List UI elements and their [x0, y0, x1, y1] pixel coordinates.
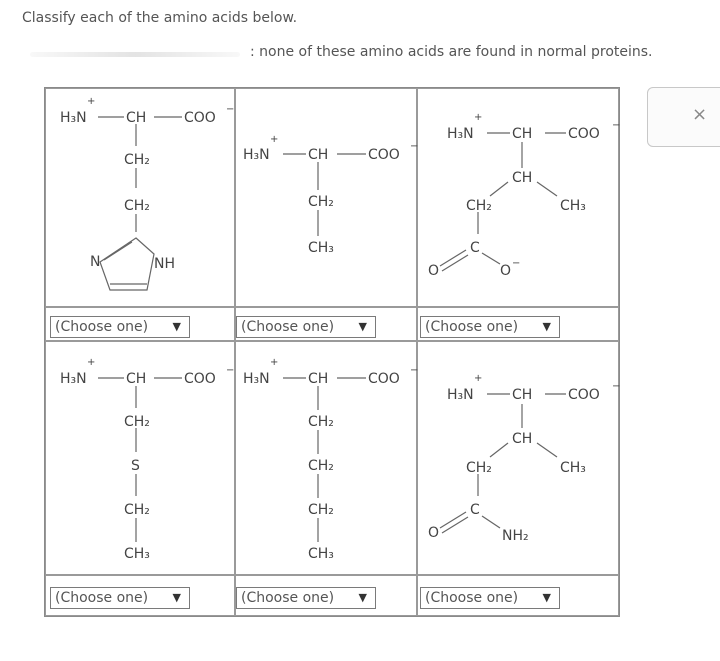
ring-nh: NH [154, 256, 175, 272]
carboxylate-oxygen: O [500, 263, 512, 279]
cell-1 [45, 88, 235, 307]
methyl: CH₃ [560, 460, 586, 476]
cell-5 [235, 341, 417, 575]
alpha-carbon: CH [308, 371, 329, 387]
classification-select-4[interactable] [50, 587, 190, 609]
carbonyl-oxygen: O [428, 263, 440, 279]
charge-plus: + [87, 96, 96, 107]
charge-minus: − [410, 365, 419, 376]
classification-select-5[interactable] [236, 587, 376, 609]
charge-plus: + [270, 357, 279, 368]
charge-minus: − [226, 104, 235, 115]
charge-minus: − [410, 141, 419, 152]
charge-plus: + [474, 373, 483, 384]
charge-plus: + [474, 112, 483, 123]
alpha-carbon: CH [308, 147, 329, 163]
carbonyl-carbon: C [470, 240, 480, 256]
ammonium-group: H₃N [60, 371, 87, 387]
close-icon: × [692, 104, 708, 125]
chevron-down-icon: ▼ [358, 591, 367, 604]
carboxylate-group: COO [184, 110, 216, 126]
redacted-text [30, 52, 240, 57]
sulfur: S [131, 458, 140, 474]
ammonium-group: H₃N [60, 110, 87, 126]
methylene: CH₂ [124, 152, 150, 168]
methyl: CH₃ [308, 240, 334, 256]
methylene: CH₂ [308, 458, 334, 474]
amino-acid-grid [44, 87, 620, 617]
charge-minus: − [226, 365, 235, 376]
carboxylate-group: COO [568, 387, 600, 403]
charge-plus: + [87, 357, 96, 368]
charge-minus: − [612, 381, 621, 392]
methylene: CH₂ [308, 414, 334, 430]
carbonyl-oxygen: O [428, 525, 440, 541]
methylene: CH₂ [466, 460, 492, 476]
methylene: CH₂ [124, 414, 150, 430]
methylene: CH₂ [308, 502, 334, 518]
chevron-down-icon: ▼ [172, 591, 181, 604]
methylene: CH₂ [124, 502, 150, 518]
carbonyl-carbon: C [470, 502, 480, 518]
select-value: (Choose one) [425, 319, 519, 335]
methylene: CH₂ [466, 198, 492, 214]
chevron-down-icon: ▼ [172, 320, 181, 333]
select-value: (Choose one) [241, 590, 335, 606]
cell-4 [45, 341, 235, 575]
carboxylate-group: COO [368, 371, 400, 387]
classification-select-1[interactable] [50, 316, 190, 338]
alpha-carbon: CH [512, 126, 533, 142]
select-value: (Choose one) [55, 590, 149, 606]
classification-select-2[interactable] [236, 316, 376, 338]
ring-nitrogen: N [90, 254, 101, 270]
instruction-text: Classify each of the amino acids below. [22, 10, 298, 26]
ammonium-group: H₃N [243, 147, 270, 163]
beta-carbon: CH [512, 170, 533, 186]
close-button[interactable] [647, 87, 720, 147]
methyl: CH₃ [308, 546, 334, 562]
methyl: CH₃ [560, 198, 586, 214]
carboxylate-group: COO [568, 126, 600, 142]
select-value: (Choose one) [425, 590, 519, 606]
amide-nh2: NH₂ [502, 528, 529, 544]
carboxylate-group: COO [184, 371, 216, 387]
cell-2 [235, 88, 417, 307]
chevron-down-icon: ▼ [542, 320, 551, 333]
chevron-down-icon: ▼ [542, 591, 551, 604]
cell-6 [417, 341, 619, 575]
chevron-down-icon: ▼ [358, 320, 367, 333]
note-text: : none of these amino acids are found in normal proteins. [250, 44, 653, 60]
ammonium-group: H₃N [243, 371, 270, 387]
classification-select-3[interactable] [420, 316, 560, 338]
methylene: CH₂ [124, 198, 150, 214]
methyl: CH₃ [124, 546, 150, 562]
alpha-carbon: CH [126, 110, 147, 126]
methylene: CH₂ [308, 194, 334, 210]
alpha-carbon: CH [126, 371, 147, 387]
cell-3 [417, 88, 619, 307]
select-value: (Choose one) [241, 319, 335, 335]
alpha-carbon: CH [512, 387, 533, 403]
charge-minus: − [612, 120, 621, 131]
beta-carbon: CH [512, 431, 533, 447]
carboxylate-group: COO [368, 147, 400, 163]
charge-minus: − [512, 258, 521, 269]
select-value: (Choose one) [55, 319, 149, 335]
classification-select-6[interactable] [420, 587, 560, 609]
charge-plus: + [270, 134, 279, 145]
ammonium-group: H₃N [447, 387, 474, 403]
ammonium-group: H₃N [447, 126, 474, 142]
